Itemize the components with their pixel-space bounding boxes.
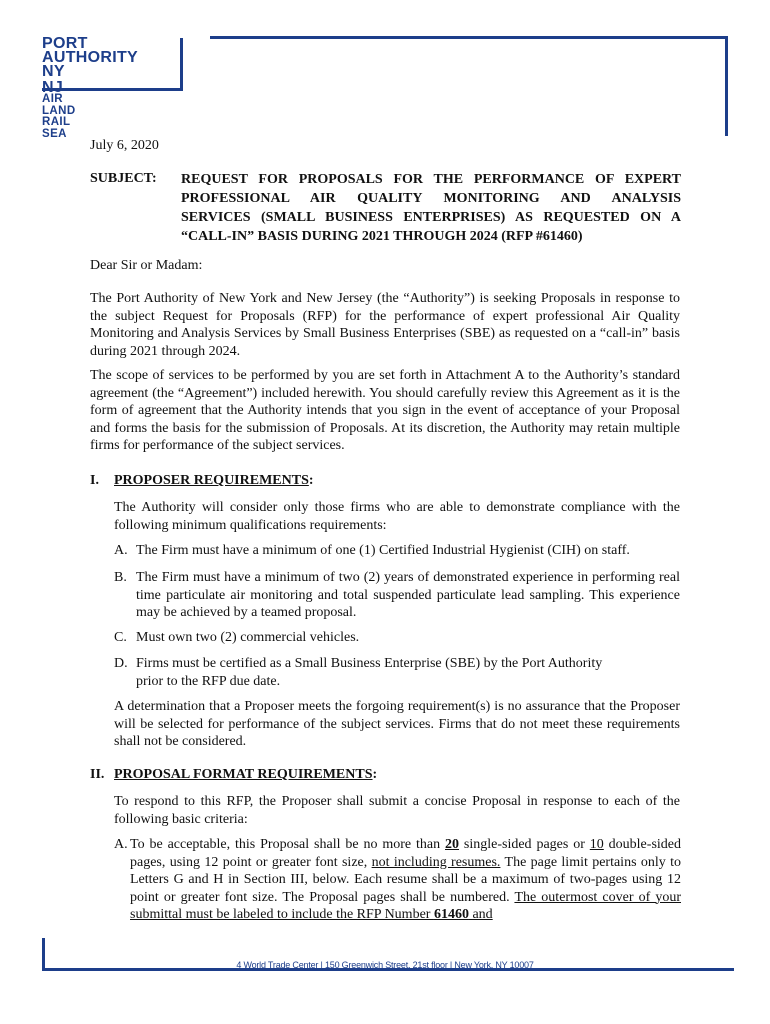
intro-paragraph: The Port Authority of New York and New Jersey (the “Authority”) is seeking Proposals in response to the subject Request for Proposals (RFP) for the performance of expert professional Air Quality Monitoring and Analysis Services by Small Business Enterprises (SBE) as requested on a “call-in” basis during 2021 through 2024. — [90, 291, 680, 359]
salutation: Dear Sir or Madam: — [90, 258, 203, 273]
logo-line-authority: AUTHORITY — [42, 49, 139, 66]
format-a-not-including-resumes: not including resumes. — [371, 854, 501, 870]
format-a-rfp-number: 61460 — [433, 907, 469, 922]
format-a-part-2: single-sided pages or — [459, 837, 590, 852]
subject-line-3: SERVICES (SMALL BUSINESS ENTERPRISES) AS REQUESTED ON A — [181, 210, 681, 225]
subject-line-1: REQUEST FOR PROPOSALS FOR THE PERFORMANCE OF EXPERT — [181, 172, 681, 187]
req-d-line-2: prior to the RFP due date. — [136, 673, 281, 689]
req-b-label: B. — [114, 570, 127, 585]
section-2-intro: To respond to this RFP, the Proposer shall submit a concise Proposal in response to each of the following basic criteria: — [114, 794, 680, 827]
section-2-colon: : — [372, 767, 378, 782]
req-c-text: Must own two (2) commercial vehicles. — [136, 630, 360, 645]
req-d-label: D. — [114, 656, 128, 671]
format-a-page-limit-10: 10 — [589, 837, 604, 852]
req-d-text — [136, 655, 681, 690]
logo-tagline: AIR LAND RAIL SEA — [42, 93, 76, 140]
logo-frame-right — [180, 38, 183, 90]
format-a-cover-instruction: The outermost cover of your submittal must be labeled to include the RFP Number — [130, 889, 681, 922]
subject-label: SUBJECT: — [90, 171, 157, 186]
subject-text — [181, 170, 681, 246]
section-1-number: I. — [90, 473, 99, 488]
logo-line-nynj: NY — [42, 63, 65, 80]
footer-address: 4 World Trade Center | 150 Greenwich Street, 21st floor | New York, NY 10007 — [236, 960, 534, 970]
format-a-text — [130, 836, 681, 924]
format-a-label: A. — [114, 837, 128, 852]
req-a-text: The Firm must have a minimum of one (1) Certified Industrial Hygienist (CIH) on staff. — [136, 543, 630, 558]
logo-line-port: PORT — [42, 35, 88, 52]
page-frame-right — [725, 36, 728, 136]
section-2-number: II. — [90, 767, 105, 782]
section-1-colon: : — [308, 473, 314, 488]
req-d-line-1: Firms must be certified as a Small Business Enterprise (SBE) by the Port Authority — [136, 656, 603, 671]
section-1-closing: A determination that a Proposer meets the forgoing requirement(s) is no assurance that the Proposer will be selected for performance of the subject services. Firms that do not meet these requirements shall not be considered. — [114, 699, 680, 749]
format-a-part-4: The page limit pertains only to Letters G and H in Section III, below. Each resume shall be a maximum of two-pages using 12 point or greater font size. The Proposal pages shall be numbered. — [130, 854, 681, 905]
page-frame-top — [210, 36, 728, 39]
format-a-part-3: double-sided pages, using 12 point or greater font size, — [130, 837, 681, 870]
format-a-part-1: To be acceptable, this Proposal shall be no more than — [130, 837, 446, 852]
req-b-text: The Firm must have a minimum of two (2) years of demonstrated experience in performing real time particulate air monitoring and total suspended particulate lead sampling. This experience may be achieved by a teamed proposal. — [136, 570, 680, 620]
subject-line-4: “CALL-IN” BASIS DURING 2021 THROUGH 2024 (RFP #61460) — [181, 229, 583, 244]
logo-frame-bottom — [42, 88, 183, 91]
section-2-heading — [114, 767, 377, 783]
req-a-label: A. — [114, 543, 128, 558]
format-a-page-limit-20: 20 — [445, 837, 460, 852]
format-a-part-5: and — [468, 907, 493, 922]
req-c-label: C. — [114, 630, 127, 645]
section-2-title: PROPOSAL FORMAT REQUIREMENTS — [114, 767, 373, 782]
section-1-title: PROPOSER REQUIREMENTS — [114, 473, 309, 488]
letter-date: July 6, 2020 — [90, 138, 159, 153]
subject-line-2: PROFESSIONAL AIR QUALITY MONITORING AND ANALYSIS — [181, 191, 681, 206]
scope-paragraph: The scope of services to be performed by you are set forth in Attachment A to the Authority’s standard agreement (the “Agreement”) included herewith. You should carefully review this Agreement as it is the form of agreement that the Authority intends that you sign in the event of acceptance of your Proposal and forms the basis for the submission of Proposals. At its discretion, the Authority may retain multiple firms for performance of the subject services. — [90, 368, 680, 453]
section-1-heading — [114, 473, 314, 489]
section-1-intro: The Authority will consider only those firms who are able to demonstrate compliance with the following minimum qualifications requirements: — [114, 500, 680, 533]
